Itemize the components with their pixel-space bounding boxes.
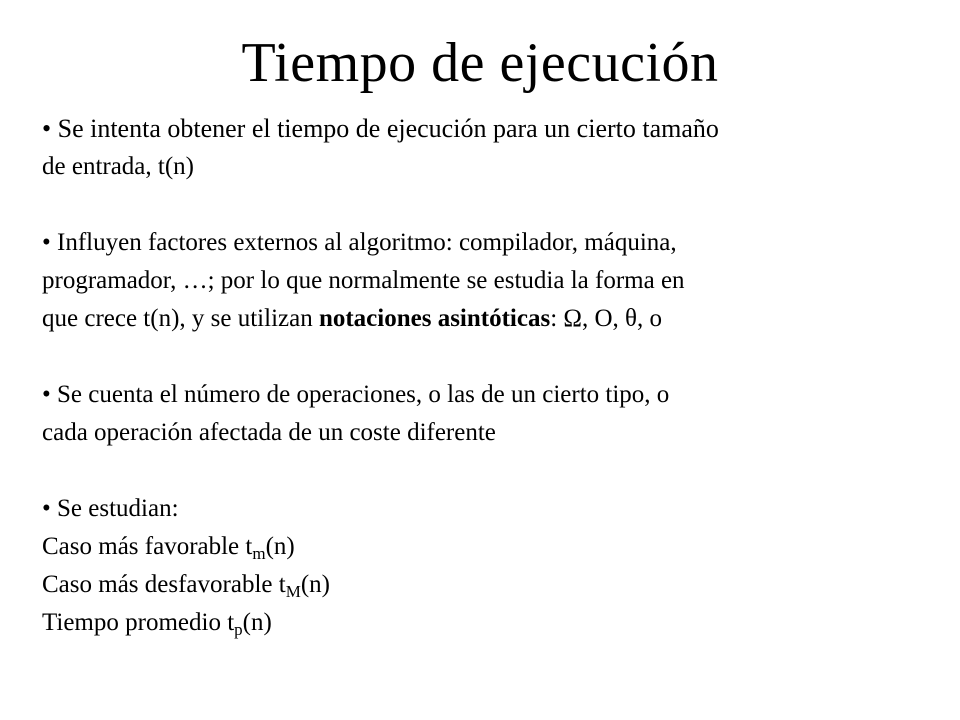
slide-body: [42, 110, 922, 642]
text-line: que crece t(n), y se utilizan notaciones asintóticas: Ω, O, θ, o: [42, 305, 663, 332]
text-line: • Se cuenta el número de operaciones, o las de un cierto tipo, o: [42, 381, 670, 408]
bullet-paragraph-cases-studied: [42, 490, 922, 642]
text-line: • Influyen factores externos al algoritmo: compilador, máquina,: [42, 229, 677, 256]
asymptotic-notations-term: notaciones asintóticas: [318, 305, 551, 332]
case-average: Tiempo promedio $t_p(n)$: [42, 609, 272, 639]
text-line: • Se intenta obtener el tiempo de ejecución para un cierto tamaño: [42, 114, 719, 143]
text-line: programador, …; por lo que normalmente se estudia la forma en: [42, 267, 685, 294]
text-line: cada operación afectada de un coste diferente: [42, 419, 496, 446]
bullet-icon: •: [42, 114, 52, 143]
bullet-icon: •: [42, 381, 51, 408]
bullet-paragraph-time-for-input-size: [42, 110, 922, 186]
slide-title: Tiempo de ejecución: [241, 32, 719, 94]
bullet-paragraph-external-factors: [42, 224, 922, 338]
text-line: de entrada, t(n): [42, 153, 195, 180]
text-line: • Se estudian:: [42, 495, 179, 522]
bullet-paragraph-count-operations: [42, 376, 922, 452]
bullet-icon: •: [42, 495, 51, 522]
case-best: Caso más favorable $t_m(n)$: [42, 533, 295, 563]
bullet-icon: •: [42, 229, 51, 256]
case-worst: Caso más desfavorable $t_M(n)$: [42, 571, 330, 601]
